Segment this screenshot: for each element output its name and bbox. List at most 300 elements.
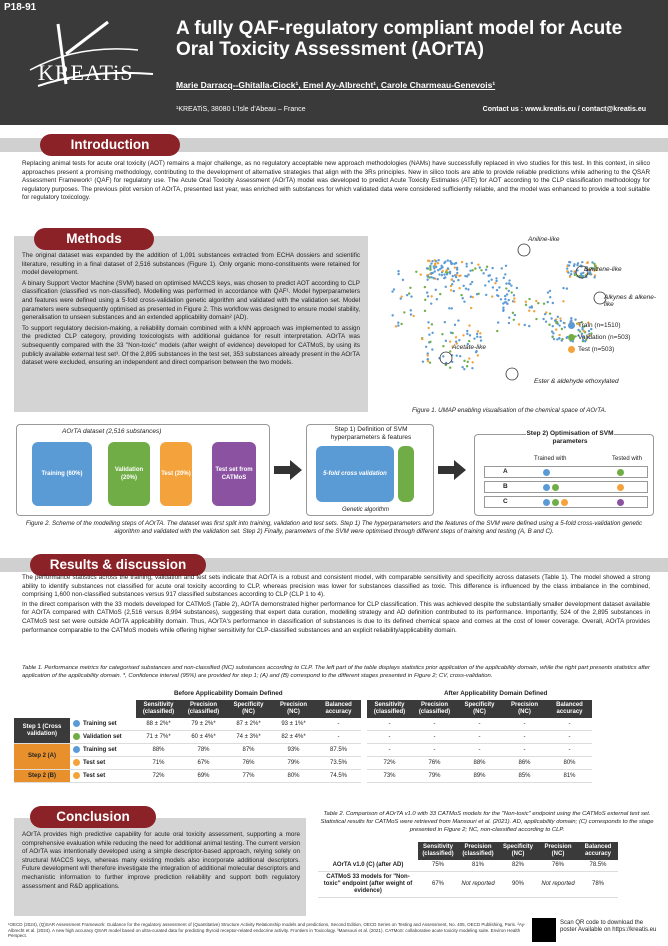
- methods-text: [22, 252, 360, 368]
- umap-point: [400, 297, 402, 299]
- umap-point: [489, 274, 491, 276]
- umap-point: [518, 323, 520, 325]
- poster-id: P18-91: [4, 2, 37, 13]
- umap-point: [480, 339, 482, 341]
- umap-point: [468, 324, 470, 326]
- umap-point: [427, 321, 429, 323]
- step2-row-label: C: [503, 498, 508, 505]
- umap-point: [442, 355, 444, 357]
- umap-point: [431, 323, 433, 325]
- umap-point: [459, 274, 461, 276]
- umap-point: [529, 306, 531, 308]
- catmos-box: Test set from CATMoS: [212, 442, 256, 506]
- tested-with-label: Tested with: [612, 456, 643, 462]
- umap-point: [504, 273, 506, 275]
- umap-point: [435, 260, 437, 262]
- umap-point: [528, 310, 530, 312]
- umap-point: [566, 287, 568, 289]
- umap-point: [480, 269, 482, 271]
- umap-point: [426, 291, 428, 293]
- umap-point: [466, 330, 468, 332]
- step2-label: Step 2) Optimisation of SVM parameters: [526, 430, 614, 445]
- affiliation: ¹KREATiS, 38080 L'Isle d'Abeau – France: [176, 106, 306, 113]
- umap-point: [463, 285, 465, 287]
- table1: [14, 700, 656, 783]
- umap-point: [495, 277, 497, 279]
- umap-point: [466, 265, 468, 267]
- umap-point: [453, 280, 455, 282]
- figure1-caption: Figure 1. UMAP enabling visualisation of the chemical space of AOrTA.: [412, 407, 607, 414]
- poster-header: [0, 0, 668, 125]
- umap-legend: [568, 320, 630, 356]
- umap-point: [402, 279, 404, 281]
- umap-point: [420, 273, 422, 275]
- umap-point: [441, 267, 443, 269]
- umap-point: [549, 296, 551, 298]
- umap-point: [452, 275, 454, 277]
- umap-point: [577, 262, 579, 264]
- umap-point: [400, 323, 402, 325]
- contact-info: Contact us : www.kreatis.eu / contact@kreatis.eu: [482, 106, 646, 113]
- umap-point: [458, 287, 460, 289]
- introduction-heading: Introduction: [40, 134, 180, 156]
- umap-point: [466, 333, 468, 335]
- umap-point: [444, 261, 446, 263]
- references: ¹OECD (2024), (Q)SAR Assessment Framework: Guidance for the regulatory assessment of (Quantitative) Structure Activity Relationship models and predictions, Second Edition, OECD Series on Testing and Assessment, No. 405, OECD Publishing, Paris. ²Ay-Albrecht et al. (2024). A new high accuracy QSAR model based on ultra-curated data for predicting thyroid receptor-related endocrine activity. Frontiers in Toxicology. ³Mansouri et al. (2021). CATMoS: collaborative acute toxicity modeling suite. Environ Health Perspect.: [8, 922, 526, 939]
- umap-point: [494, 282, 496, 284]
- umap-point: [545, 320, 547, 322]
- trained-dot: [543, 484, 550, 491]
- kreatis-logo: [18, 14, 158, 100]
- umap-point: [497, 321, 499, 323]
- conclusion-text: AOrTA provides high predictive capability for acute oral toxicity assessment, supporting a more comprehensive evaluation while reducing the need for additional animal testing. The current version of AOrTA was intentionally developed using a simple descriptor-based approach, relying solely on structural MACCS keys, whereas many existing models also incorporate additional descriptors. Future development will therefore investigate the integration of additional molecular descriptors and mechanistic information to further improve prediction reliability and support both regulatory assessment and R&D applications.: [22, 831, 300, 890]
- umap-point: [492, 286, 494, 288]
- table2-caption: Table 2. Comparison of AOrTA v1.0 with 33 CATMoS models for the "Non-toxic" endpoint using the CATMoS external test set. Statistical results for CATMoS were retrieved from Mansouri et al. (2021). AD, applicability domain; (C) corresponds to the stage presented in Figure 2; NC, non-classified according to CLP.: [320, 811, 654, 833]
- legend-train: [568, 320, 630, 332]
- umap-point: [445, 269, 447, 271]
- methods-heading: Methods: [34, 228, 154, 250]
- umap-point: [552, 325, 554, 327]
- umap-point: [436, 298, 438, 300]
- umap-point: [555, 328, 557, 330]
- step1-label: Step 1) Definition of SVM hyperparameters & features: [330, 426, 412, 441]
- umap-point: [570, 273, 572, 275]
- umap-point: [437, 278, 439, 280]
- umap-point: [428, 260, 430, 262]
- umap-point: [470, 307, 472, 309]
- umap-point: [569, 261, 571, 263]
- umap-point: [476, 333, 478, 335]
- umap-point: [558, 324, 560, 326]
- umap-point: [513, 294, 515, 296]
- umap-point: [582, 275, 584, 277]
- umap-point: [505, 282, 507, 284]
- umap-point: [505, 287, 507, 289]
- umap-point: [508, 279, 510, 281]
- trained-with-label: Trained with: [534, 456, 567, 462]
- umap-point: [543, 303, 545, 305]
- umap-point: [471, 281, 473, 283]
- umap-point: [455, 274, 457, 276]
- umap-point: [437, 262, 439, 264]
- umap-point: [591, 261, 593, 263]
- table1-row: Test set 71% 67% 76% 79% 73.5% 72% 76% 88% 86% 80%: [14, 757, 592, 770]
- table1-row: Step 1 (Cross validation) Training set 88 ± 2%* 79 ± 2%* 87 ± 2%* 93 ± 1%* - - - - - -: [14, 718, 592, 731]
- methods-para-1: The original dataset was expanded by the addition of 1,091 substances extracted from ECHA dossiers and scientific literature, resulting in a final dataset of 2,516 substances (Figure 1). Only organic mono-constituents were retained for model development.: [22, 252, 360, 277]
- umap-point: [426, 267, 428, 269]
- step2-row-a: [484, 466, 648, 478]
- umap-point: [455, 262, 457, 264]
- umap-point: [460, 294, 462, 296]
- table2-row: CATMoS 33 models for "Non-toxic" endpoint (after weight of evidence) 67% Not reported 90% Not reported 78%: [318, 872, 618, 898]
- umap-point: [474, 267, 476, 269]
- results-heading: Results & discussion: [30, 554, 206, 576]
- umap-point: [472, 296, 474, 298]
- umap-point: [455, 336, 457, 338]
- cluster-highlight: [518, 244, 530, 256]
- umap-point: [391, 290, 393, 292]
- training-box: Training (60%): [32, 442, 92, 506]
- umap-point: [528, 298, 530, 300]
- umap-point: [424, 310, 426, 312]
- umap-point: [506, 303, 508, 305]
- umap-point: [535, 318, 537, 320]
- umap-point: [446, 271, 448, 273]
- umap-point: [454, 266, 456, 268]
- umap-point: [562, 300, 564, 302]
- dataset-label: AOrTA dataset (2,516 substances): [62, 428, 162, 435]
- umap-point: [479, 332, 481, 334]
- umap-point: [501, 267, 503, 269]
- table1-row: Validation set 71 ± 7%* 60 ± 4%* 74 ± 3%* 82 ± 4%* - - - - - -: [14, 731, 592, 744]
- legend-validation-label: Validation (n=503): [578, 334, 631, 341]
- umap-point: [412, 315, 414, 317]
- umap-point: [448, 307, 450, 309]
- umap-point: [427, 354, 429, 356]
- umap-point: [513, 301, 515, 303]
- poster-title: A fully QAF-regulatory compliant model for Acute Oral Toxicity Assessment (AOrTA): [176, 18, 623, 60]
- umap-point: [450, 261, 452, 263]
- umap-point: [408, 292, 410, 294]
- umap-point: [443, 273, 445, 275]
- umap-point: [393, 288, 395, 290]
- umap-point: [472, 269, 474, 271]
- umap-point: [434, 270, 436, 272]
- umap-point: [447, 259, 449, 261]
- umap-point: [587, 261, 589, 263]
- umap-point: [431, 332, 433, 334]
- umap-point: [562, 287, 564, 289]
- table1-caption: Table 1. Performance metrics for categorised substances and non-classified (NC) substances according to CLP. The left part of the table displays statistics prior application of the applicability domain, while the right part presents statistics after application of the applicability domain. *, Confidence interval (95%) are provided for step 1; (A) and (B) correspond to the different stages presented in Figure 2; CV, cross-validation.: [22, 665, 650, 679]
- umap-point: [475, 351, 477, 353]
- umap-point: [508, 316, 510, 318]
- results-para-1: The performance statistics across the training, validation and test sets indicate that AOrTA is a robust and consistent model, with comparable sensitivity and specificity across datasets (Table 1). The model showed a strong ability to identify substances not classified for acute oral toxicity according to CLP, whereas precision was lower for substances classified as toxic. This difference is influenced by the class imbalance in the combined, comprising 1,600 non-classified substances versus 917 classified substances according to CLP (CLP 1 to 4).: [22, 574, 650, 599]
- conclusion-heading: Conclusion: [30, 806, 156, 828]
- umap-point: [554, 319, 556, 321]
- umap-point: [450, 289, 452, 291]
- umap-point: [395, 325, 397, 327]
- legend-test: [568, 344, 630, 356]
- umap-point: [496, 330, 498, 332]
- umap-label-alkynes: Alkynes & alkene-like: [604, 294, 657, 308]
- umap-point: [547, 291, 549, 293]
- umap-point: [451, 283, 453, 285]
- umap-point: [462, 297, 464, 299]
- umap-point: [479, 266, 481, 268]
- umap-point: [548, 324, 550, 326]
- umap-point: [464, 275, 466, 277]
- umap-point: [557, 316, 559, 318]
- arrow-1: [274, 460, 302, 480]
- umap-point: [513, 319, 515, 321]
- umap-point: [469, 334, 471, 336]
- umap-point: [454, 324, 456, 326]
- table1-row: Step 2 (A) Training set 88% 78% 87% 93% 87.5% - - - - -: [14, 744, 592, 757]
- umap-point: [508, 282, 510, 284]
- umap-point: [544, 313, 546, 315]
- umap-point: [431, 348, 433, 350]
- validation-box: Validation (20%): [108, 442, 150, 506]
- umap-point: [435, 289, 437, 291]
- umap-point: [566, 270, 568, 272]
- umap-point: [477, 354, 479, 356]
- umap-point: [468, 340, 470, 342]
- umap-point: [463, 368, 465, 370]
- umap-point: [568, 264, 570, 266]
- trained-dot: [552, 499, 559, 506]
- umap-point: [552, 332, 554, 334]
- before-ad-label: Before Applicability Domain Defined: [174, 690, 283, 697]
- umap-point: [450, 331, 452, 333]
- umap-point: [467, 288, 469, 290]
- umap-point: [506, 293, 508, 295]
- umap-point: [573, 270, 575, 272]
- umap-point: [472, 361, 474, 363]
- umap-point: [486, 266, 488, 268]
- umap-point: [508, 299, 510, 301]
- umap-point: [525, 304, 527, 306]
- umap-point: [471, 367, 473, 369]
- umap-point: [429, 269, 431, 271]
- umap-point: [537, 302, 539, 304]
- umap-point: [569, 276, 571, 278]
- umap-point: [498, 286, 500, 288]
- umap-label-aniline: Aniline-like: [528, 236, 560, 243]
- umap-label-ester: Ester & aldehyde ethoxylated: [534, 378, 619, 385]
- umap-point: [444, 321, 446, 323]
- umap-point: [410, 313, 412, 315]
- umap-point: [502, 306, 504, 308]
- umap-point: [455, 276, 457, 278]
- umap-point: [479, 336, 481, 338]
- umap-point: [512, 312, 514, 314]
- umap-point: [573, 263, 575, 265]
- umap-point: [450, 279, 452, 281]
- umap-label-benzene: Benzene-like: [584, 266, 622, 273]
- umap-point: [461, 261, 463, 263]
- umap-point: [461, 366, 463, 368]
- umap-point: [426, 275, 428, 277]
- umap-point: [570, 270, 572, 272]
- umap-point: [422, 360, 424, 362]
- umap-point: [496, 289, 498, 291]
- umap-point: [477, 330, 479, 332]
- legend-train-dot: [568, 322, 575, 329]
- umap-point: [510, 291, 512, 293]
- figure2-caption: Figure 2. Scheme of the modelling steps of AOrTA. The dataset was first split into training, validation and test sets. Step 1) The hyperparameters and the features of the SVM were defined using a 5-fold cross-validation genetic algorithm and validated with the validation set. Step 2) Finally, parameters of the SVM were optimised through different steps of training and testing (A, B and C).: [25, 520, 643, 535]
- step2-row-label: A: [503, 468, 508, 475]
- after-ad-label: After Applicability Domain Defined: [444, 690, 548, 697]
- umap-point: [563, 322, 565, 324]
- logo-text: KREATiS: [38, 60, 134, 85]
- umap-point: [425, 346, 427, 348]
- umap-point: [410, 309, 412, 311]
- umap-point: [397, 270, 399, 272]
- umap-point: [462, 334, 464, 336]
- tested-dot: [617, 484, 624, 491]
- umap-point: [476, 336, 478, 338]
- umap-label-acetate: Acetate-like: [452, 344, 486, 351]
- umap-point: [561, 338, 563, 340]
- umap-point: [459, 355, 461, 357]
- umap-point: [560, 320, 562, 322]
- umap-point: [588, 273, 590, 275]
- umap-point: [491, 295, 493, 297]
- umap-point: [403, 311, 405, 313]
- umap-point: [552, 302, 554, 304]
- methods-para-2: A binary Support Vector Machine (SVM) based on optimised MACCS keys, was chosen to predict AOT according to CLP classification (classified vs non-classified). Modelling was performed in accordance with QAF¹. Model hyperparameters and features were defined using a 5-fold cross-validation genetic algorithm and validated with the validation set. Model parameters were subsequently optimised as presented in Figure 2. This workflow was designed to ensure model stability, generalisation to unseen substances and an extended applicability domain² (AD).: [22, 279, 360, 322]
- umap-point: [466, 365, 468, 367]
- umap-point: [410, 295, 412, 297]
- table1-grid: Sensitivity (classified) Precision (classified) Specificity (NC) Precision (NC) Balanced accuracy Sensitivity (classified) Precision (classified) Specificity (NC) Precision (NC) Balanced accuracy Step 1 (Cross validation) Training set 88 ± 2%* 79 ± 2%* 87 ± 2%* 93 ± 1%* - - - - - - Validation set 71 ± 7%* 60 ± 4%* 74 ± 3%* 82 ± 4%* - - - - - - Step 2 (A) Training set 88% 78% 87% 93% 87.5% - - - - - Test set 71% 67% 76% 79% 73.5% 72% 76% 88% 86% 80% Step 2 (B) Test set 72% 69% 77% 80% 74.5% 73% 79% 89% 85% 81%: [14, 700, 592, 783]
- umap-point: [441, 270, 443, 272]
- table2-grid: Sensitivity (classified) Precision (classified) Specificity (NC) Precision (NC) Balanced accuracy AOrTA v1.0 (C) (after AD) 75% 81% 82% 76% 78.5% CATMoS 33 models for "Non-toxic" endpoint (after weight of evidence) 67% Not reported 90% Not reported 78%: [318, 842, 618, 898]
- umap-point: [391, 314, 393, 316]
- umap-point: [549, 312, 551, 314]
- umap-point: [433, 265, 435, 267]
- qr-caption: Scan QR code to download the poster Available on https://kreatis.eu: [560, 920, 657, 933]
- umap-point: [455, 340, 457, 342]
- umap-point: [514, 314, 516, 316]
- umap-point: [550, 317, 552, 319]
- umap-point: [504, 298, 506, 300]
- umap-point: [406, 294, 408, 296]
- legend-test-dot: [568, 346, 575, 353]
- umap-point: [437, 259, 439, 261]
- umap-point: [477, 264, 479, 266]
- results-text: [22, 574, 650, 635]
- step2-row-c: [484, 496, 648, 508]
- genetic-label: Genetic algorithm: [342, 507, 390, 513]
- arrow-2: [438, 460, 466, 480]
- umap-point: [432, 277, 434, 279]
- umap-point: [441, 274, 443, 276]
- umap-point: [564, 326, 566, 328]
- umap-point: [457, 319, 459, 321]
- umap-point: [485, 269, 487, 271]
- umap-point: [468, 357, 470, 359]
- umap-point: [542, 318, 544, 320]
- umap-point: [428, 334, 430, 336]
- umap-point: [445, 340, 447, 342]
- legend-validation: [568, 332, 630, 344]
- umap-point: [553, 338, 555, 340]
- umap-point: [456, 354, 458, 356]
- umap-point: [495, 280, 497, 282]
- umap-point: [533, 310, 535, 312]
- umap-point: [456, 268, 458, 270]
- umap-point: [430, 302, 432, 304]
- umap-point: [438, 273, 440, 275]
- results-para-2: In the direct comparison with the 33 models developed for CATMoS (Table 2), AOrTA demonstrated higher performance for CLP classification. This was achieved despite the substantially smaller development dataset available for AOrTA compared with CATMoS (2,516 versus 8,994 substances), suggesting that expert data curation, modelling strategy and AD definition contributed to its performance. Importantly, 524 of the 2,895 substances in CATMoS test set were outside AOrTA applicability domain. Thus, AOrTA's performance in classification of substances is due to its defined chemical space and comes at the cost of lower coverage. Overall, AOrTA provides performance comparable to the CATMoS models while offering higher sensitivity for CLP-classified substances and an explicit reliability/applicability domain.: [22, 600, 650, 634]
- umap-point: [505, 265, 507, 267]
- trained-dot: [561, 499, 568, 506]
- table2: [318, 842, 656, 898]
- umap-point: [504, 295, 506, 297]
- umap-point: [441, 333, 443, 335]
- umap-point: [476, 293, 478, 295]
- umap-point: [429, 361, 431, 363]
- trained-dot: [543, 499, 550, 506]
- umap-point: [421, 338, 423, 340]
- umap-point: [490, 278, 492, 280]
- umap-point: [558, 334, 560, 336]
- umap-point: [424, 286, 426, 288]
- umap-point: [559, 317, 561, 319]
- umap-point: [457, 279, 459, 281]
- umap-point: [525, 301, 527, 303]
- umap-point: [484, 284, 486, 286]
- umap-point: [510, 285, 512, 287]
- umap-point: [426, 279, 428, 281]
- table1-row: Step 2 (B) Test set 72% 69% 77% 80% 74.5% 73% 79% 89% 85% 81%: [14, 770, 592, 783]
- trained-dot: [543, 469, 550, 476]
- umap-point: [593, 263, 595, 265]
- umap-point: [449, 272, 451, 274]
- umap-point: [524, 324, 526, 326]
- umap-point: [516, 287, 518, 289]
- umap-point: [528, 325, 530, 327]
- umap-point: [593, 276, 595, 278]
- umap-point: [561, 328, 563, 330]
- umap-point: [465, 287, 467, 289]
- fivefold-box: 5-fold cross validation: [316, 446, 394, 502]
- tested-dot: [617, 469, 624, 476]
- umap-point: [431, 260, 433, 262]
- umap-point: [397, 322, 399, 324]
- methods-para-3: To support regulatory decision-making, a reliability domain combined with a kNN approach was implemented to assign the predicted CLP category, providing toxicologists with additional guidance for result interpretation. AOrTA was subsequently compared with the 33 "Non-toxic" models (after weight of evidence) developed for CATMoS, by using its publicly available external test set³. Of the 2,895 substances in the test set, 353 substances already present in the AOrTA dataset were excluded, ensuring an independent and direct comparison between the two models.: [22, 324, 360, 367]
- legend-train-label: Train (n=1510): [578, 322, 621, 329]
- umap-point: [451, 307, 453, 309]
- umap-point: [467, 361, 469, 363]
- test-box: Test (20%): [160, 442, 192, 506]
- qr-code[interactable]: [532, 918, 556, 942]
- umap-point: [556, 321, 558, 323]
- umap-point: [424, 299, 426, 301]
- tested-dot: [617, 499, 624, 506]
- umap-point: [397, 324, 399, 326]
- umap-point: [430, 276, 432, 278]
- umap-point: [574, 274, 576, 276]
- umap-point: [497, 295, 499, 297]
- umap-point: [503, 277, 505, 279]
- umap-point: [427, 327, 429, 329]
- umap-point: [485, 294, 487, 296]
- umap-point: [508, 322, 510, 324]
- umap-point: [458, 339, 460, 341]
- umap-point: [427, 360, 429, 362]
- umap-point: [449, 340, 451, 342]
